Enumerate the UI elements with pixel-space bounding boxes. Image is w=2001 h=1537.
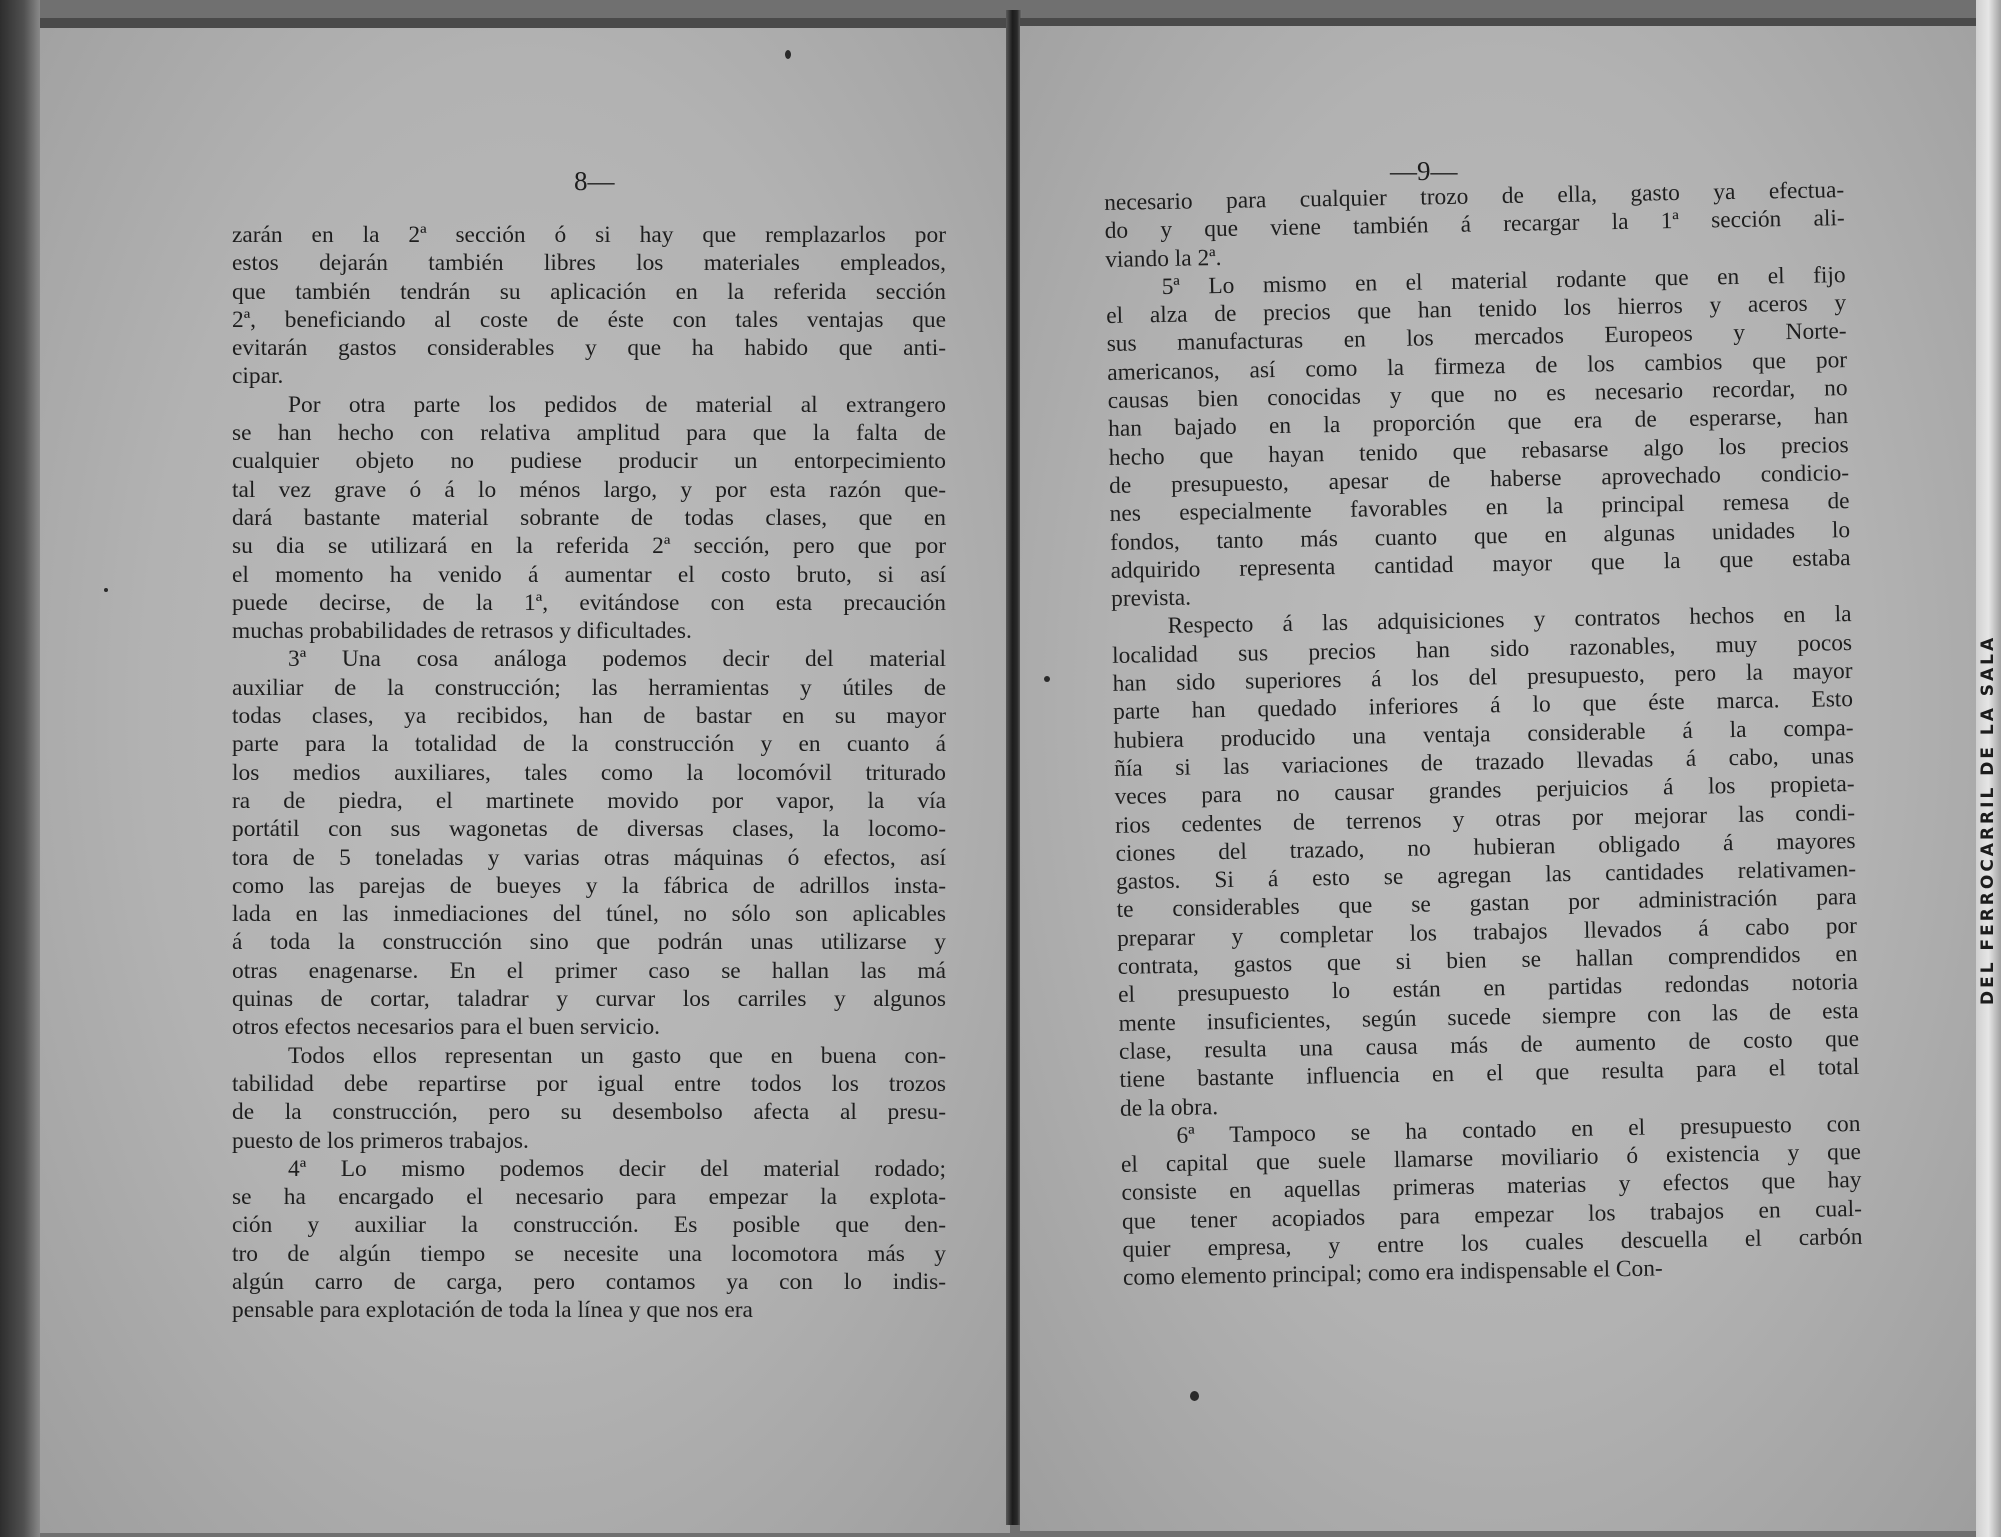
- text-line: pensable para explotación de toda la línea y que nos era: [232, 1297, 753, 1324]
- text-line: han bajado en la proporción que era de esperarse, han: [1107, 403, 1849, 443]
- left-page-body: [232, 221, 946, 1325]
- text-line: de la construcción, pero su desembolso afecta al presu-: [232, 1099, 946, 1126]
- text-line: hubiera producido una ventaja considerable á la compa-: [1113, 714, 1854, 754]
- text-line: muchas probabilidades de retrasos y dificultades.: [232, 618, 692, 645]
- left-page-number: 8—: [574, 166, 615, 196]
- text-line: mente insuficientes, según sucede siempre con las de esta: [1118, 997, 1859, 1037]
- text-line: americanos, así como la firmeza de los cambios que por: [1106, 346, 1848, 386]
- text-line: tro de algún tiempo se necesite una locomotora más y: [232, 1240, 946, 1267]
- text-line: cualquier objeto no pudiese producir un entorpecimiento: [232, 448, 946, 475]
- text-line: dará bastante material sobrante de todas clases, que en: [232, 504, 946, 531]
- text-line: contrata, gastos que si bien se hallan comprendidos en: [1117, 940, 1858, 980]
- text-line: de presupuesto, apesar de haberse aprovechado condicio-: [1108, 460, 1850, 499]
- text-line: evitarán gastos considerables y que ha habido que anti-: [232, 335, 946, 362]
- text-line: han sido superiores á los del presupuesto, pero la mayor: [1112, 658, 1853, 697]
- ink-speck: [104, 588, 108, 592]
- text-line: gastos. Si á esto se agregan las cantidades relativamen-: [1115, 856, 1857, 896]
- text-line: 2ª, beneficiando al coste de éste con tales ventajas que: [232, 306, 946, 333]
- text-line: consiste en aquellas primeras materias y efectos que hay: [1121, 1167, 1862, 1207]
- text-line: 6ª Tampoco se ha contado en el presupuesto con: [1176, 1110, 1861, 1149]
- text-line: como las parejas de bueyes y la fábrica de adrillos insta-: [232, 872, 946, 899]
- text-line: auxiliar de la construcción; las herramientas y útiles de: [232, 674, 946, 701]
- text-line: necesario para cualquier trozo de ella, gasto ya efectua-: [1104, 177, 1845, 216]
- right-page: [1020, 18, 1976, 1531]
- text-line: se han hecho con relativa amplitud para que la falta de: [232, 420, 946, 447]
- text-line: á toda la construcción sino que podrán unas utilizarse y: [232, 929, 946, 956]
- text-line: se ha encargado el necesario para empezar la explota-: [232, 1184, 946, 1211]
- text-line: ra de piedra, el martinete movido por vapor, la vía: [232, 787, 946, 814]
- text-line: viando la 2ª.: [1105, 244, 1222, 273]
- text-line: el presupuesto lo están en partidas redondas notoria: [1117, 969, 1859, 1009]
- text-line: que también tendrán su aplicación en la referida sección: [232, 278, 946, 305]
- text-line: zarán en la 2ª sección ó si hay que remplazarlos por: [232, 222, 946, 248]
- text-line: localidad sus precios han sido razonables, muy pocos: [1111, 629, 1853, 669]
- ink-speck: [785, 50, 791, 59]
- text-line: el momento ha venido á aumentar el costo bruto, si así: [232, 561, 946, 588]
- ink-speck: [1190, 1391, 1199, 1401]
- text-line: de la obra.: [1119, 1093, 1219, 1122]
- left-binding-edge: [0, 0, 40, 1537]
- text-line: Respecto á las adquisiciones y contratos hechos en la: [1167, 601, 1852, 640]
- text-line: fondos, tanto más cuanto que en algunas unidades lo: [1109, 516, 1851, 556]
- text-line: 4ª Lo mismo podemos decir del material rodado;: [288, 1155, 946, 1182]
- text-line: su dia se utilizará en la referida 2ª sección, pero que por: [232, 533, 946, 560]
- text-line: do y que viene también á recargar la 1ª sección ali-: [1104, 205, 1845, 245]
- text-line: prevista.: [1110, 584, 1192, 613]
- text-line: parte han quedado inferiores á lo que éste marca. Esto: [1112, 686, 1854, 726]
- text-line: tal vez grave ó á lo ménos largo, y por esta razón que-: [232, 476, 946, 503]
- text-line: estos dejarán también libres los materiales empleados,: [232, 250, 946, 277]
- text-line: tabilidad debe repartirse por igual entre todos los trozos: [232, 1070, 946, 1097]
- text-line: el alza de precios que han tenido los hierros y aceros y: [1105, 290, 1847, 330]
- text-line: tora de 5 toneladas y varias otras máquinas ó efectos, así: [232, 844, 946, 871]
- library-stamp: DEL FERROCARRIL DE LA SALA: [1978, 634, 1998, 1006]
- text-line: nes especialmente favorables en la principal remesa de: [1109, 488, 1850, 528]
- text-line: preparar y completar los trabajos llevados á cabo por: [1116, 912, 1858, 952]
- text-line: el capital que suele llamarse moviliario ó existencia y que: [1120, 1139, 1862, 1178]
- text-line: sus manufacturas en los mercados Europeos y Norte-: [1106, 318, 1847, 358]
- text-line: ñía si las variaciones de trazado llevadas á cabo, unas: [1113, 742, 1855, 782]
- text-line: 3ª Una cosa análoga podemos decir del material: [288, 646, 946, 673]
- text-line: Por otra parte los pedidos de material al extrangero: [288, 391, 946, 418]
- text-line: puede decirse, de la 1ª, evitándose con esta precaución: [232, 589, 946, 616]
- text-line: Todos ellos representan un gasto que en buena con-: [288, 1042, 946, 1069]
- text-line: quinas de cortar, taladrar y curvar los carriles y algunos: [232, 986, 946, 1013]
- text-line: ción y auxiliar la construcción. Es posible que den-: [232, 1212, 946, 1239]
- text-line: causas bien conocidas y que no es necesario recordar, no: [1107, 375, 1848, 415]
- text-line: parte para la totalidad de la construcción y en cuanto á: [232, 731, 946, 758]
- text-line: que tener acopiados para empezar los trabajos en cual-: [1121, 1195, 1863, 1235]
- text-line: como elemento principal; como era indispensable el Con-: [1122, 1255, 1663, 1292]
- text-line: hecho que hayan tenido que rebasarse algo los precios: [1108, 431, 1849, 471]
- text-line: quier empresa, y entre los cuales descuella el carbón: [1122, 1223, 1863, 1263]
- text-line: lada en las inmediaciones del túnel, no sólo son aplicables: [232, 901, 946, 928]
- text-line: los medios auxiliares, tales como la locomóvil triturado: [232, 759, 946, 786]
- right-page-number: —9—: [1390, 156, 1458, 186]
- ink-speck: [1044, 676, 1050, 682]
- text-line: puesto de los primeros trabajos.: [232, 1127, 529, 1154]
- text-line: tiene bastante influencia en el que resulta para el total: [1119, 1054, 1860, 1094]
- text-line: adquirido representa cantidad mayor que la que estaba: [1110, 544, 1851, 584]
- text-line: ciones del trazado, no hubieran obligado á mayores: [1115, 827, 1856, 867]
- right-page-body: [1104, 176, 1863, 1292]
- text-line: veces para no causar grandes perjuicios á los propieta-: [1114, 771, 1855, 811]
- text-line: rios cedentes de terrenos y otras por mejorar las condi-: [1114, 799, 1856, 839]
- text-line: clase, resulta una causa más de aumento de costo que: [1118, 1025, 1860, 1065]
- left-page: [40, 18, 1010, 1533]
- text-line: te considerables que se gastan por administración para: [1116, 884, 1857, 924]
- text-line: cipar.: [232, 363, 284, 390]
- text-line: otras enagenarse. En el primer caso se hallan las má: [232, 957, 946, 984]
- text-line: todas clases, ya recibidos, han de bastar en su mayor: [232, 703, 946, 730]
- text-line: 5ª Lo mismo en el material rodante que en el fijo: [1161, 261, 1846, 300]
- text-line: portátil con sus wagonetas de diversas clases, la locomo-: [232, 816, 946, 843]
- text-line: algún carro de carga, pero contamos ya con lo indis-: [232, 1268, 946, 1295]
- text-line: otros efectos necesarios para el buen servicio.: [232, 1014, 660, 1041]
